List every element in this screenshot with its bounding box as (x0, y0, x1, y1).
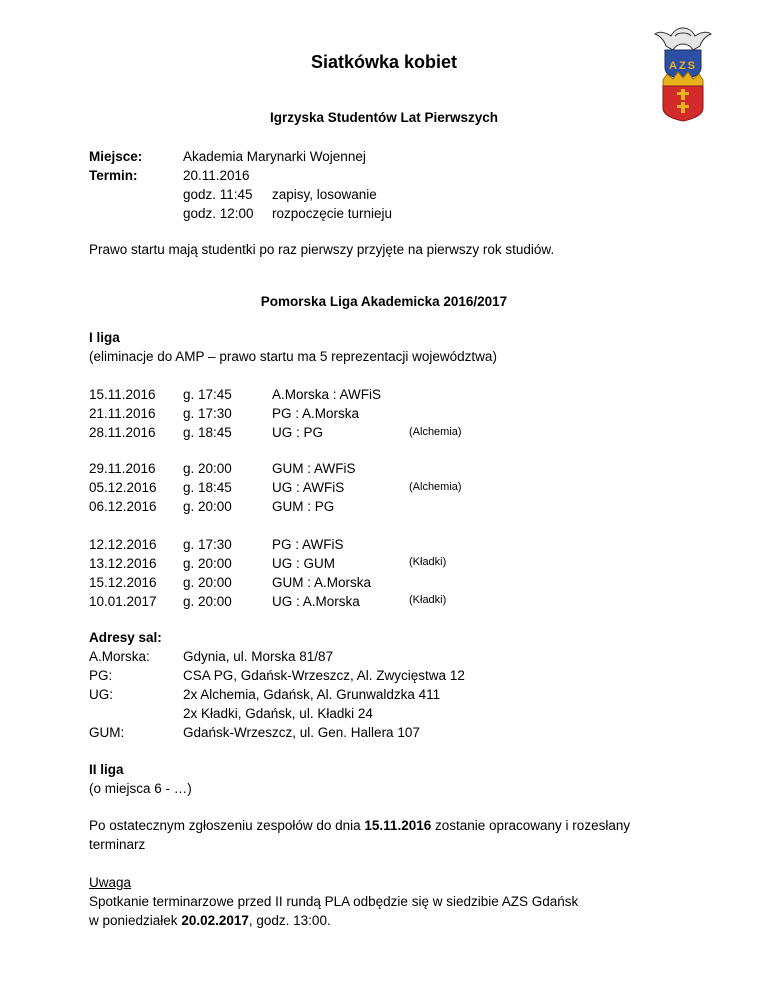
match-teams: UG : AWFiS (272, 480, 345, 495)
final-note-post: zostanie opracowany i rozesłany (431, 818, 631, 833)
match-date: 12.12.2016 (89, 537, 157, 552)
final-note-line2: terminarz (89, 837, 146, 852)
liga2-title: II liga (89, 762, 124, 777)
match-time: g. 20:00 (183, 594, 232, 609)
group3-times (183, 535, 232, 611)
termin-date: 20.11.2016 (183, 168, 250, 183)
group1-teams (272, 385, 381, 442)
group1-dates (89, 385, 156, 442)
match-time: g. 17:30 (183, 537, 232, 552)
match-time: g. 20:00 (183, 499, 232, 514)
final-note-pre: Po ostatecznym zgłoszeniu zespołów do dnia (89, 818, 365, 833)
termin-desc-2: rozpoczęcie turnieju (272, 206, 393, 221)
match-time: g. 20:00 (183, 575, 232, 590)
uwaga-line1: Spotkanie terminarzowe przed II rundą PLA odbędzie się w siedzibie AZS Gdańsk (89, 894, 579, 909)
group1-times (183, 385, 232, 442)
final-note-line1 (89, 816, 630, 835)
match-date: 15.12.2016 (89, 575, 157, 590)
match-venue-note: (Alchemia) (409, 426, 462, 438)
isl-time-desc (272, 185, 392, 223)
termin-time-2: godz. 12:00 (183, 206, 254, 221)
isl-note: Prawo startu mają studentki po raz pierwszy przyjęte na pierwszy rok studiów. (89, 242, 555, 257)
match-time: g. 18:45 (183, 480, 232, 495)
match-venue-note: (Alchemia) (409, 481, 462, 493)
match-date: 05.12.2016 (89, 480, 157, 495)
match-date: 15.11.2016 (89, 387, 156, 402)
match-date: 28.11.2016 (89, 425, 156, 440)
match-time: g. 17:45 (183, 387, 232, 402)
group2-dates (89, 459, 157, 516)
match-date: 13.12.2016 (89, 556, 157, 571)
match-time: g. 18:45 (183, 425, 232, 440)
uwaga-line2-post: , godz. 13:00. (248, 913, 331, 928)
match-time: g. 20:00 (183, 556, 232, 571)
isl-labels (89, 147, 142, 185)
match-date: 10.01.2017 (89, 594, 157, 609)
address-labels (89, 647, 150, 742)
match-teams: PG : A.Morska (272, 406, 360, 421)
uwaga-line2 (89, 911, 331, 930)
uwaga-line2-date: 20.02.2017 (181, 913, 249, 928)
match-teams: UG : A.Morska (272, 594, 360, 609)
address-label (89, 704, 150, 723)
match-venue-note: (Kładki) (409, 556, 447, 568)
address-label: A.Morska: (89, 649, 150, 664)
uwaga-title: Uwaga (89, 875, 132, 890)
termin-desc-1: zapisy, losowanie (272, 187, 377, 202)
address-values (183, 647, 465, 742)
match-teams: GUM : AWFiS (272, 461, 356, 476)
group3-teams (272, 535, 371, 611)
addresses-title: Adresy sal: (89, 630, 162, 645)
address-value: Gdynia, ul. Morska 81/87 (183, 649, 334, 664)
miejsce-label: Miejsce: (89, 149, 143, 164)
uwaga-line2-pre: w poniedziałek (89, 913, 182, 928)
final-note-date: 15.11.2016 (364, 818, 432, 833)
liga2-subtitle: (o miejsca 6 - …) (89, 781, 192, 796)
page-title: Siatkówka kobiet (310, 52, 458, 72)
match-date: 06.12.2016 (89, 499, 157, 514)
match-teams: A.Morska : AWFiS (272, 387, 382, 402)
logo-letters: AZS (669, 60, 697, 72)
group2-teams (272, 459, 356, 516)
group2-times (183, 459, 232, 516)
match-time: g. 20:00 (183, 461, 232, 476)
address-value: Gdańsk-Wrzeszcz, ul. Gen. Hallera 107 (183, 725, 420, 740)
match-date: 21.11.2016 (89, 406, 156, 421)
address-value: CSA PG, Gdańsk-Wrzeszcz, Al. Zwycięstwa 12 (183, 668, 465, 683)
address-label: GUM: (89, 725, 125, 740)
liga1-subtitle: (eliminacje do AMP – prawo startu ma 5 reprezentacji województwa) (89, 349, 497, 364)
match-teams: GUM : PG (272, 499, 335, 514)
isl-heading: Igrzyska Studentów Lat Pierwszych (269, 110, 499, 125)
match-teams: UG : GUM (272, 556, 335, 571)
termin-time-1: godz. 11:45 (183, 187, 253, 202)
address-label: PG: (89, 668, 113, 683)
address-label: UG: (89, 687, 114, 702)
match-date: 29.11.2016 (89, 461, 156, 476)
match-time: g. 17:30 (183, 406, 232, 421)
match-teams: PG : AWFiS (272, 537, 344, 552)
termin-label: Termin: (89, 168, 138, 183)
group3-dates (89, 535, 157, 611)
eagle-icon (655, 28, 711, 50)
address-value: 2x Kładki, Gdańsk, ul. Kładki 24 (183, 706, 373, 721)
match-teams: UG : PG (272, 425, 324, 440)
pla-heading: Pomorska Liga Akademicka 2016/2017 (260, 294, 508, 309)
miejsce-value: Akademia Marynarki Wojennej (183, 149, 366, 164)
address-value: 2x Alchemia, Gdańsk, Al. Grunwaldzka 411 (183, 687, 441, 702)
match-venue-note: (Kładki) (409, 594, 447, 606)
liga1-title: I liga (89, 330, 120, 345)
match-teams: GUM : A.Morska (272, 575, 372, 590)
